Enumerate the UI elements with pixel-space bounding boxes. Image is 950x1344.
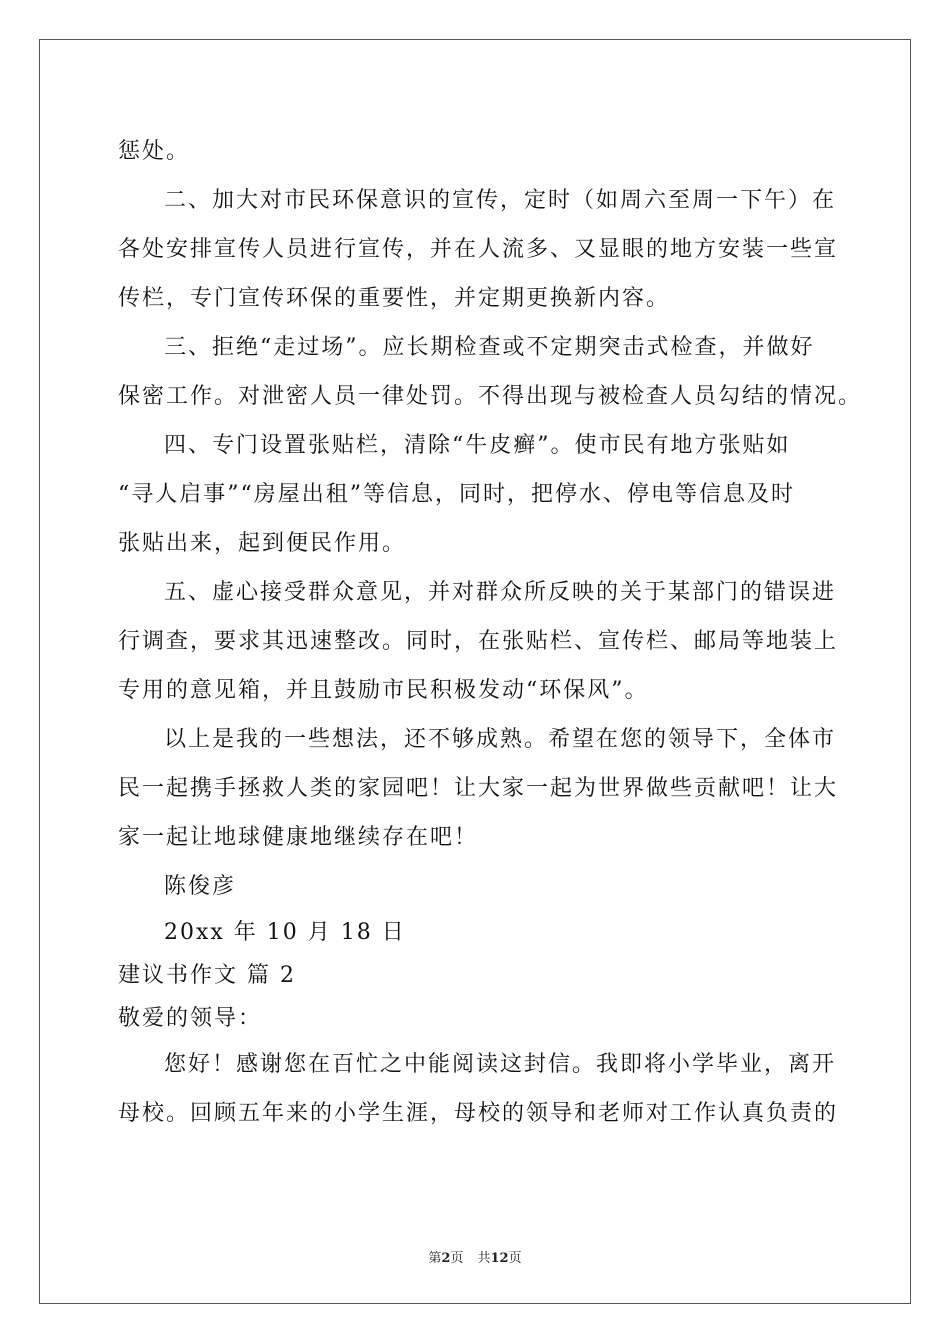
text-line-13: 以上是我的一些想法，还不够成熟。希望在您的领导下，全体市 — [164, 727, 837, 752]
signature-date: 20xx 年 10 月 18 日 — [164, 920, 406, 945]
text-line-11: 行调查，要求其迅速整改。同时，在张贴栏、宣传栏、邮局等地装上 — [118, 629, 839, 654]
total-pages: 12 — [490, 1251, 509, 1266]
text-line-2: 二、加大对市民环保意识的宣传，定时（如周六至周一下午）在 — [164, 188, 837, 213]
text-line-8: “寻人启事”“房屋出租”等信息，同时，把停水、停电等信息及时 — [118, 482, 795, 507]
page-prefix: 第 — [428, 1251, 442, 1266]
signature-name: 陈俊彦 — [164, 874, 237, 899]
text-line-4: 传栏，专门宣传环保的重要性，并定期更换新内容。 — [118, 286, 671, 311]
total-prefix: 共 — [477, 1251, 491, 1266]
text-line-20: 您好！感谢您在百忙之中能阅读这封信。我即将小学毕业，离开 — [164, 1052, 837, 1077]
document-body — [118, 127, 863, 1138]
text-line-6: 保密工作。对泄密人员一律处罚。不得出现与被检查人员勾结的情况。 — [118, 384, 863, 409]
text-line-5: 三、拒绝“走过场”。应长期检查或不定期突击式检查，并做好 — [164, 335, 815, 360]
text-line-3: 各处安排宣传人员进行宣传，并在人流多、又显眼的地方安装一些宣 — [118, 237, 839, 262]
page-footer — [0, 1247, 950, 1266]
text-line-15: 家一起让地球健康地继续存在吧！ — [118, 825, 479, 850]
salutation: 敬爱的领导： — [118, 1006, 263, 1031]
text-line-21: 母校。回顾五年来的小学生涯，母校的领导和老师对工作认真负责的 — [118, 1101, 839, 1126]
text-line-10: 五、虚心接受群众意见，并对群众所反映的关于某部门的错误进 — [164, 580, 837, 605]
text-line-12: 专用的意见箱，并且鼓励市民积极发动“环保风”。 — [118, 678, 649, 703]
page-suffix: 页 — [450, 1251, 464, 1266]
section-heading: 建议书作文 篇 2 — [118, 963, 296, 988]
text-line-14: 民一起携手拯救人类的家园吧！让大家一起为世界做些贡献吧！让大 — [118, 776, 839, 801]
text-line-9: 张贴出来，起到便民作用。 — [118, 531, 407, 556]
total-suffix: 页 — [508, 1251, 522, 1266]
text-line-7: 四、专门设置张贴栏，清除“牛皮癣”。使市民有地方张贴如 — [164, 433, 791, 458]
text-line-1: 惩处。 — [118, 139, 191, 164]
page-number: 2 — [441, 1251, 451, 1266]
